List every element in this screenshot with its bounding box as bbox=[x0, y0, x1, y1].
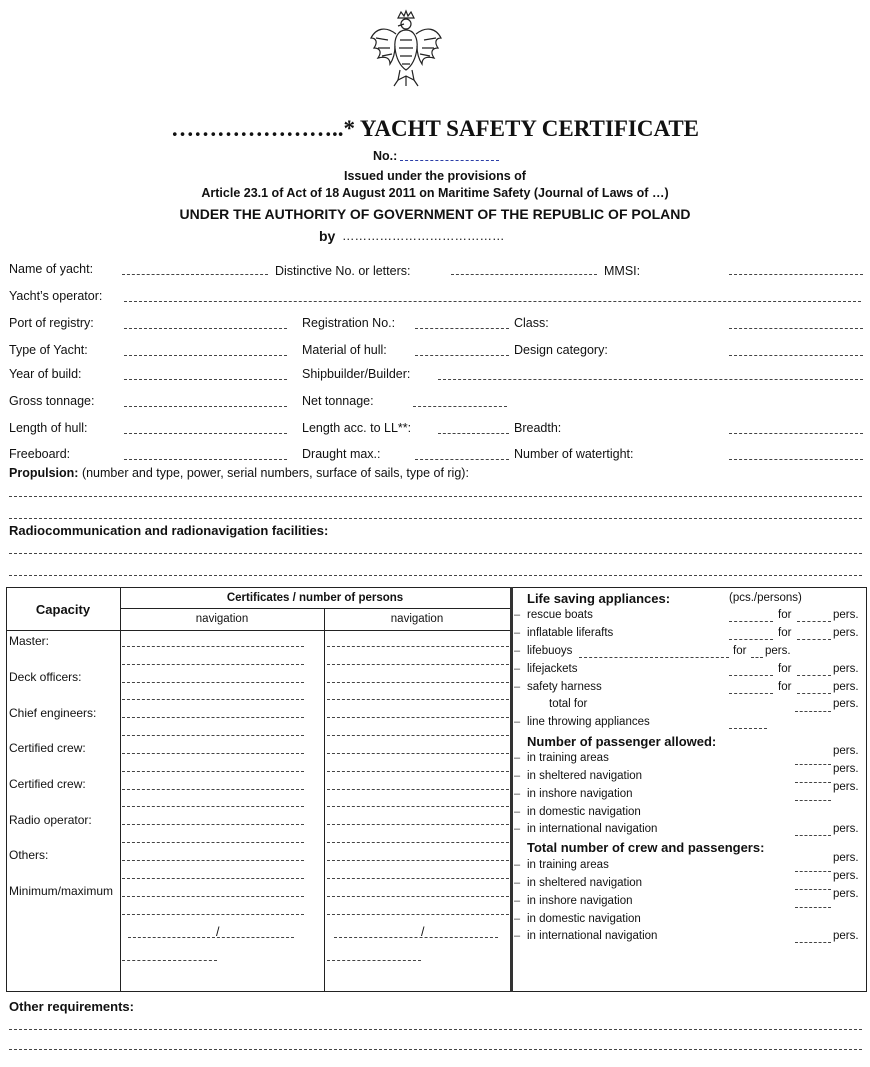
total-for-pers: pers. bbox=[833, 698, 859, 710]
item-pers-field[interactable] bbox=[797, 639, 831, 640]
capacity-field[interactable] bbox=[122, 664, 304, 665]
operator-label: Yacht’s operator: bbox=[9, 289, 103, 303]
length-label: Length of hull: bbox=[9, 421, 88, 435]
type-label: Type of Yacht: bbox=[9, 343, 88, 357]
certificates-header: Certificates / number of persons bbox=[226, 592, 404, 604]
minmax-extra-1[interactable] bbox=[122, 960, 217, 961]
design-field[interactable] bbox=[729, 355, 863, 356]
draught-label: Draught max.: bbox=[302, 447, 381, 461]
pers-label: pers. bbox=[765, 645, 791, 657]
navigation-col-1: navigation bbox=[195, 613, 249, 625]
item-pers-field[interactable] bbox=[797, 693, 831, 694]
capacity-field[interactable] bbox=[327, 664, 509, 665]
navigation-item-label: in domestic navigation bbox=[527, 913, 641, 925]
pers-label: pers. bbox=[833, 745, 859, 757]
item-count-field[interactable] bbox=[729, 639, 773, 640]
pers-label: pers. bbox=[833, 663, 859, 675]
navigation-item-label: in sheltered navigation bbox=[527, 877, 643, 889]
for-label: for bbox=[733, 645, 747, 657]
row-master: Master: bbox=[9, 634, 50, 648]
pers-label: pers. bbox=[833, 823, 859, 835]
freeboard-field[interactable] bbox=[124, 459, 287, 460]
capacity-field[interactable] bbox=[122, 771, 304, 772]
year-label: Year of build: bbox=[9, 367, 82, 381]
navigation-item-label: in sheltered navigation bbox=[527, 770, 643, 782]
pers-label: pers. bbox=[833, 763, 859, 775]
life-saving-item-label: inflatable liferafts bbox=[527, 627, 614, 639]
list-dash: – bbox=[514, 752, 521, 764]
total-for-field[interactable] bbox=[795, 711, 831, 712]
shipbuilder-label: Shipbuilder/Builder: bbox=[302, 367, 411, 381]
list-dash: – bbox=[514, 895, 521, 907]
port-field[interactable] bbox=[124, 328, 287, 329]
capacity-field[interactable] bbox=[122, 646, 304, 647]
net-field[interactable] bbox=[413, 406, 507, 407]
life-saving-item-label: safety harness bbox=[527, 681, 602, 693]
capacity-field[interactable] bbox=[327, 699, 509, 700]
pers-count-field[interactable] bbox=[795, 800, 831, 801]
minmax-field-2[interactable] bbox=[334, 937, 498, 938]
life-saving-units: (pcs./persons) bbox=[729, 592, 802, 604]
pers-count-field[interactable] bbox=[795, 907, 831, 908]
line-throwing-label: line throwing appliances bbox=[527, 716, 650, 728]
authority-text: UNDER THE AUTHORITY OF GOVERNMENT OF THE REPUBLIC OF POLAND bbox=[179, 206, 691, 222]
material-label: Material of hull: bbox=[302, 343, 387, 357]
capacity-field[interactable] bbox=[327, 682, 509, 683]
capacity-field[interactable] bbox=[327, 789, 509, 790]
other-requirements-label: Other requirements: bbox=[9, 999, 134, 1014]
list-dash: – bbox=[514, 788, 521, 800]
pers-label: pers. bbox=[833, 930, 859, 942]
capacity-field[interactable] bbox=[122, 789, 304, 790]
capacity-field[interactable] bbox=[327, 717, 509, 718]
pers-count-field[interactable] bbox=[795, 889, 831, 890]
name-of-yacht-label: Name of yacht: bbox=[9, 262, 94, 276]
pers-count-field[interactable] bbox=[795, 835, 831, 836]
row-chief-engineers: Chief engineers: bbox=[9, 706, 97, 720]
breadth-field[interactable] bbox=[729, 433, 863, 434]
pers-label: pers. bbox=[833, 681, 859, 693]
radio-line-1[interactable] bbox=[9, 553, 862, 554]
name-of-yacht-field[interactable] bbox=[122, 274, 268, 275]
list-dash: – bbox=[514, 609, 521, 621]
propulsion-desc: (number and type, power, serial numbers, surface of sails, type of rig): bbox=[81, 466, 469, 480]
gross-field[interactable] bbox=[124, 406, 287, 407]
capacity-field[interactable] bbox=[122, 806, 304, 807]
by-label: by bbox=[319, 228, 336, 244]
length-ll-label: Length acc. to LL**: bbox=[302, 421, 412, 435]
lifebuoys-pers-field[interactable] bbox=[751, 657, 763, 658]
capacity-field[interactable] bbox=[122, 735, 304, 736]
design-label: Design category: bbox=[514, 343, 608, 357]
for-label: for bbox=[778, 627, 792, 639]
navigation-item-label: in international navigation bbox=[527, 930, 658, 942]
pers-label: pers. bbox=[833, 781, 859, 793]
list-dash: – bbox=[514, 627, 521, 639]
pers-count-field[interactable] bbox=[795, 871, 831, 872]
list-dash: – bbox=[514, 663, 521, 675]
operator-field[interactable] bbox=[124, 301, 861, 302]
propulsion-label: Propulsion: bbox=[9, 466, 79, 480]
by-dots[interactable]: ………………………………… bbox=[342, 229, 505, 243]
year-field[interactable] bbox=[124, 379, 287, 380]
life-saving-item-label: rescue boats bbox=[527, 609, 593, 621]
propulsion-row bbox=[9, 466, 469, 480]
capacity-field[interactable] bbox=[122, 860, 304, 861]
capacity-field[interactable] bbox=[327, 860, 509, 861]
polish-eagle-emblem bbox=[368, 8, 444, 90]
life-saving-item-label: lifebuoys bbox=[527, 645, 573, 657]
row-deck-officers: Deck officers: bbox=[9, 670, 82, 684]
pers-count-field[interactable] bbox=[795, 942, 831, 943]
navigation-item-label: in inshore navigation bbox=[527, 895, 633, 907]
capacity-field[interactable] bbox=[122, 682, 304, 683]
pers-label: pers. bbox=[833, 609, 859, 621]
list-dash: – bbox=[514, 716, 521, 728]
capacity-field[interactable] bbox=[122, 914, 304, 915]
capacity-field[interactable] bbox=[327, 646, 509, 647]
capacity-field[interactable] bbox=[122, 824, 304, 825]
minmax-slash-1: / bbox=[216, 925, 220, 939]
total-crew-title: Total number of crew and passengers: bbox=[527, 840, 765, 855]
registration-label: Registration No.: bbox=[302, 316, 396, 330]
row-certified-crew-2: Certified crew: bbox=[9, 777, 86, 791]
distinctive-label: Distinctive No. or letters: bbox=[275, 264, 411, 278]
breadth-label: Breadth: bbox=[514, 421, 562, 435]
capacity-field[interactable] bbox=[122, 699, 304, 700]
capacity-field[interactable] bbox=[327, 771, 509, 772]
mmsi-label: MMSI: bbox=[604, 264, 641, 278]
capacity-field[interactable] bbox=[327, 806, 509, 807]
class-field[interactable] bbox=[729, 328, 863, 329]
draught-field[interactable] bbox=[415, 459, 509, 460]
item-pers-field[interactable] bbox=[797, 675, 831, 676]
length-field[interactable] bbox=[124, 433, 287, 434]
capacity-field[interactable] bbox=[327, 896, 509, 897]
distinctive-field[interactable] bbox=[451, 274, 597, 275]
material-field[interactable] bbox=[415, 355, 509, 356]
for-label: for bbox=[778, 681, 792, 693]
capacity-field[interactable] bbox=[122, 878, 304, 879]
minmax-field-1[interactable] bbox=[128, 937, 294, 938]
navigation-item-label: in inshore navigation bbox=[527, 788, 633, 800]
navigation-col-2: navigation bbox=[390, 613, 444, 625]
total-for-label: total for bbox=[549, 698, 588, 710]
watertight-label: Number of watertight: bbox=[514, 447, 634, 461]
life-saving-title: Life saving appliances: bbox=[527, 591, 671, 606]
passengers-title: Number of passenger allowed: bbox=[527, 734, 717, 749]
certificate-title: …………………..* YACHT SAFETY CERTIFICATE bbox=[170, 116, 700, 141]
navigation-item-label: in domestic navigation bbox=[527, 806, 641, 818]
radio-line-2[interactable] bbox=[9, 575, 862, 576]
pers-count-field[interactable] bbox=[795, 782, 831, 783]
list-dash: – bbox=[514, 681, 521, 693]
mmsi-field[interactable] bbox=[729, 274, 863, 275]
life-saving-item-label: lifejackets bbox=[527, 663, 578, 675]
item-count-field[interactable] bbox=[729, 693, 773, 694]
pers-label: pers. bbox=[833, 870, 859, 882]
list-dash: – bbox=[514, 806, 521, 818]
pers-label: pers. bbox=[833, 852, 859, 864]
capacity-field[interactable] bbox=[122, 753, 304, 754]
registration-field[interactable] bbox=[415, 328, 509, 329]
capacity-field[interactable] bbox=[327, 735, 509, 736]
propulsion-line-2[interactable] bbox=[9, 518, 862, 519]
for-label: for bbox=[778, 663, 792, 675]
line-throwing-field[interactable] bbox=[729, 728, 767, 729]
issued-text: Issued under the provisions of bbox=[344, 169, 526, 183]
capacity-field[interactable] bbox=[327, 824, 509, 825]
capacity-field[interactable] bbox=[122, 717, 304, 718]
capacity-field[interactable] bbox=[327, 842, 509, 843]
port-label: Port of registry: bbox=[9, 316, 94, 330]
row-certified-crew-1: Certified crew: bbox=[9, 741, 86, 755]
list-dash: – bbox=[514, 877, 521, 889]
capacity-field[interactable] bbox=[327, 914, 509, 915]
for-label: for bbox=[778, 609, 792, 621]
item-count-field[interactable] bbox=[729, 675, 773, 676]
lifebuoys-field[interactable] bbox=[579, 657, 729, 658]
length-ll-field[interactable] bbox=[438, 433, 509, 434]
capacity-field[interactable] bbox=[122, 842, 304, 843]
list-dash: – bbox=[514, 823, 521, 835]
capacity-field[interactable] bbox=[327, 753, 509, 754]
class-label: Class: bbox=[514, 316, 549, 330]
gross-label: Gross tonnage: bbox=[9, 394, 95, 408]
other-line-2[interactable] bbox=[9, 1049, 862, 1050]
certificate-no-label: No.: bbox=[373, 149, 398, 163]
navigation-item-label: in international navigation bbox=[527, 823, 658, 835]
certificate-no-field[interactable] bbox=[400, 160, 499, 161]
other-line-1[interactable] bbox=[9, 1029, 862, 1030]
shipbuilder-field[interactable] bbox=[438, 379, 863, 380]
capacity-header: Capacity bbox=[35, 602, 91, 617]
propulsion-line-1[interactable] bbox=[9, 496, 862, 497]
minmax-extra-2[interactable] bbox=[327, 960, 421, 961]
row-others: Others: bbox=[9, 848, 49, 862]
pers-label: pers. bbox=[833, 888, 859, 900]
list-dash: – bbox=[514, 859, 521, 871]
item-count-field[interactable] bbox=[729, 621, 773, 622]
navigation-item-label: in training areas bbox=[527, 859, 609, 871]
list-dash: – bbox=[514, 930, 521, 942]
freeboard-label: Freeboard: bbox=[9, 447, 71, 461]
radio-label: Radiocommunication and radionavigation facilities: bbox=[9, 523, 329, 538]
item-pers-field[interactable] bbox=[797, 621, 831, 622]
row-minimum-maximum: Minimum/maximum bbox=[9, 884, 114, 898]
navigation-item-label: in training areas bbox=[527, 752, 609, 764]
article-text: Article 23.1 of Act of 18 August 2011 on Maritime Safety (Journal of Laws of …) bbox=[201, 186, 669, 200]
pers-label: pers. bbox=[833, 627, 859, 639]
list-dash: – bbox=[514, 645, 521, 657]
type-field[interactable] bbox=[124, 355, 287, 356]
minmax-slash-2: / bbox=[421, 925, 425, 939]
watertight-field[interactable] bbox=[729, 459, 863, 460]
pers-count-field[interactable] bbox=[795, 764, 831, 765]
list-dash: – bbox=[514, 770, 521, 782]
capacity-field[interactable] bbox=[122, 896, 304, 897]
list-dash: – bbox=[514, 913, 521, 925]
capacity-field[interactable] bbox=[327, 878, 509, 879]
row-radio-operator: Radio operator: bbox=[9, 813, 92, 827]
net-label: Net tonnage: bbox=[302, 394, 374, 408]
